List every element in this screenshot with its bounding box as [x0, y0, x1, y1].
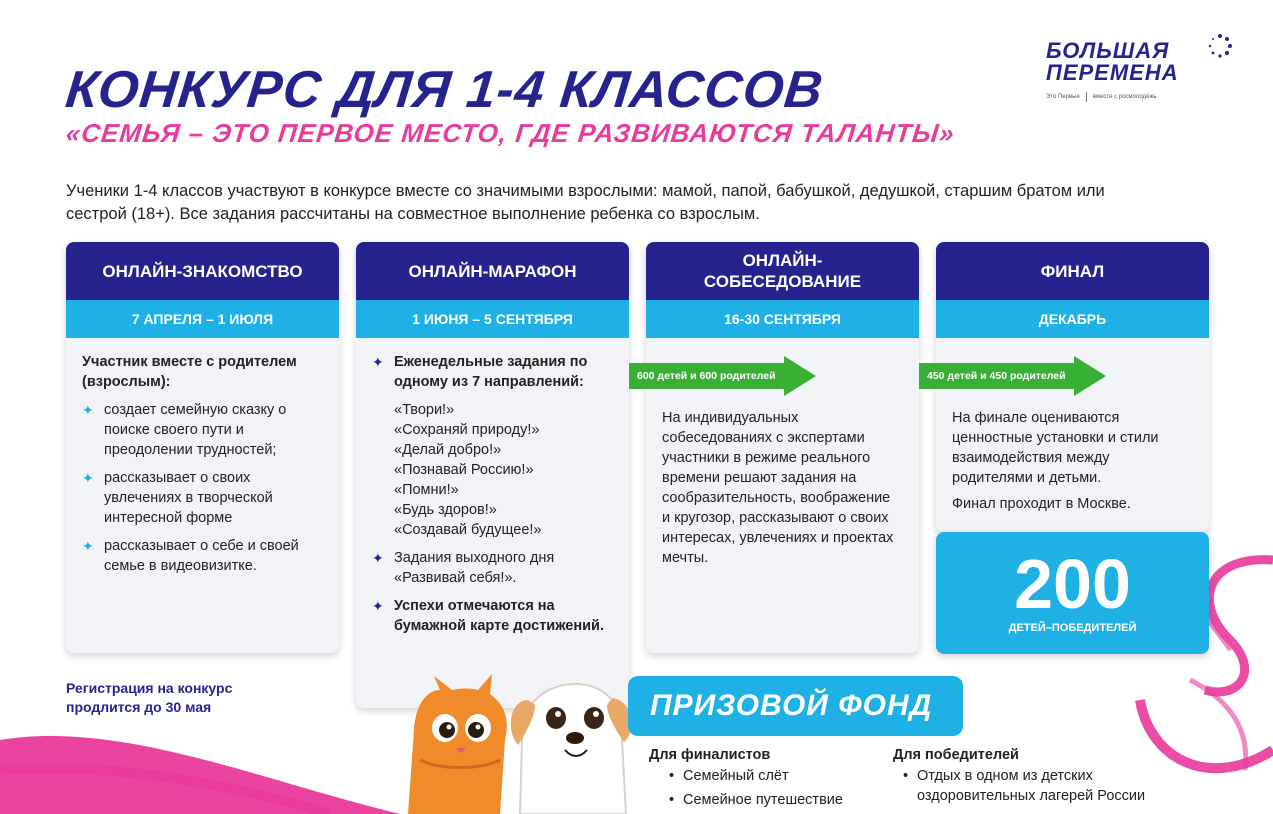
- direction-item: «Твори!»: [394, 402, 455, 418]
- direction-item: «Сохраняй природу!»: [394, 422, 540, 438]
- direction-item: «Познавай Россию!»: [394, 462, 534, 478]
- stage-title: ФИНАЛ: [936, 242, 1209, 300]
- winners-count: 200: [1014, 545, 1131, 623]
- intro-text: Ученики 1-4 классов участвуют в конкурсе вместе со значимыми взрослыми: мамой, папой, бабушкой, дедушкой, старшим братом или сестрой (18+). Все задания рассчитаны на совместное выполнение ребенка со взрослым.: [66, 182, 1105, 223]
- direction-item: «Будь здоров!»: [394, 502, 497, 518]
- stage-card-acquaintance: [66, 242, 339, 653]
- star-icon: ✦: [82, 470, 94, 486]
- stage-text: На финале оцениваются ценностные установки и стили взаимодействия между родителями и детьми.: [952, 410, 1159, 486]
- logo-sub-right: вместе с росмолодёжь: [1092, 94, 1157, 100]
- stage-title: ОНЛАЙН-МАРАФОН: [356, 242, 629, 300]
- stage-lead: Участник вместе с родителем (взрослым):: [82, 354, 297, 390]
- logo-separator: [1086, 92, 1087, 102]
- list-item: ✦ создает семейную сказку о поиске своего пути и преодолении трудностей;: [82, 402, 287, 458]
- star-icon: ✦: [372, 550, 384, 566]
- logo-dots-icon: [1208, 34, 1232, 58]
- stage-date: ДЕКАБРЬ: [936, 300, 1209, 338]
- registration-note: Регистрация на конкурс продлится до 30 мая: [66, 680, 233, 715]
- arrow-label: 450 детей и 450 родителей: [919, 363, 1074, 389]
- arrow-interview: [629, 356, 816, 396]
- prize-winners-heading: Для победителей: [893, 747, 1019, 763]
- star-icon: ✦: [82, 538, 94, 554]
- prize-finalists-heading: Для финалистов: [649, 747, 771, 763]
- star-icon: ✦: [372, 598, 384, 614]
- list-item: ✦ рассказывает о своих увлечениях в творческой интересной форме: [82, 470, 273, 526]
- stage-date: 1 ИЮНЯ – 5 СЕНТЯБРЯ: [356, 300, 629, 338]
- prize-winners: [893, 745, 1193, 810]
- winners-count-box: [936, 532, 1209, 654]
- arrow-head-icon: [1074, 356, 1106, 396]
- logo-line2: ПЕРЕМЕНА: [1046, 60, 1179, 85]
- star-icon: ✦: [372, 354, 384, 370]
- list-item: ✦ Задания выходного дня «Развивай себя!».: [372, 550, 555, 586]
- stage-date: 16-30 СЕНТЯБРЯ: [646, 300, 919, 338]
- directions-list: [394, 400, 613, 540]
- list-item: • Семейное путешествие: [649, 790, 889, 810]
- stage-title: ОНЛАЙН-ЗНАКОМСТВО: [66, 242, 339, 300]
- stage-date: 7 АПРЕЛЯ – 1 ИЮЛЯ: [66, 300, 339, 338]
- prize-fund-banner: ПРИЗОВОЙ ФОНД: [628, 676, 963, 736]
- arrow-label: 600 детей и 600 родителей: [629, 363, 784, 389]
- list-item: ✦ рассказывает о себе и своей семье в видеовизитке.: [82, 538, 299, 574]
- arrow-final: [919, 356, 1106, 396]
- arrow-head-icon: [784, 356, 816, 396]
- stage-card-marathon: [356, 242, 629, 708]
- logo-partners: [1046, 92, 1241, 102]
- stage-text: На индивидуальных собеседованиях с экспертами участники в режиме реального времени решают задания на сообразительность, воображение и кругозор, рассказывают о своих интересах, увлечениях и проектах мечты.: [662, 410, 894, 566]
- list-item: ✦ Успехи отмечаются на бумажной карте достижений.: [372, 598, 604, 634]
- direction-item: «Создавай будущее!»: [394, 522, 542, 538]
- logo-sub-left: Это Первые: [1046, 94, 1080, 100]
- list-item: • Семейный слёт: [649, 766, 889, 786]
- direction-item: «Делай добро!»: [394, 442, 502, 458]
- list-item: • Отдых в одном из детских оздоровительных лагерей России: [893, 766, 1193, 806]
- prize-finalists: [649, 745, 889, 814]
- page-subtitle: «СЕМЬЯ – ЭТО ПЕРВОЕ МЕСТО, ГДЕ РАЗВИВАЮТСЯ ТАЛАНТЫ»: [64, 118, 957, 148]
- winners-label: ДЕТЕЙ–ПОБЕДИТЕЛЕЙ: [1008, 622, 1137, 634]
- stage-title: ОНЛАЙН-СОБЕСЕДОВАНИЕ: [646, 242, 919, 300]
- page-title: КОНКУРС ДЛЯ 1-4 КЛАССОВ: [62, 61, 827, 119]
- stage-card-interview: [646, 242, 919, 653]
- direction-item: «Помни!»: [394, 482, 459, 498]
- stage-text: Финал проходит в Москве.: [952, 496, 1131, 512]
- star-icon: ✦: [82, 402, 94, 418]
- list-item: ✦ Еженедельные задания по одному из 7 направлений:: [372, 354, 588, 390]
- logo: [1046, 40, 1241, 102]
- logo-line1: БОЛЬШАЯ: [1046, 38, 1170, 63]
